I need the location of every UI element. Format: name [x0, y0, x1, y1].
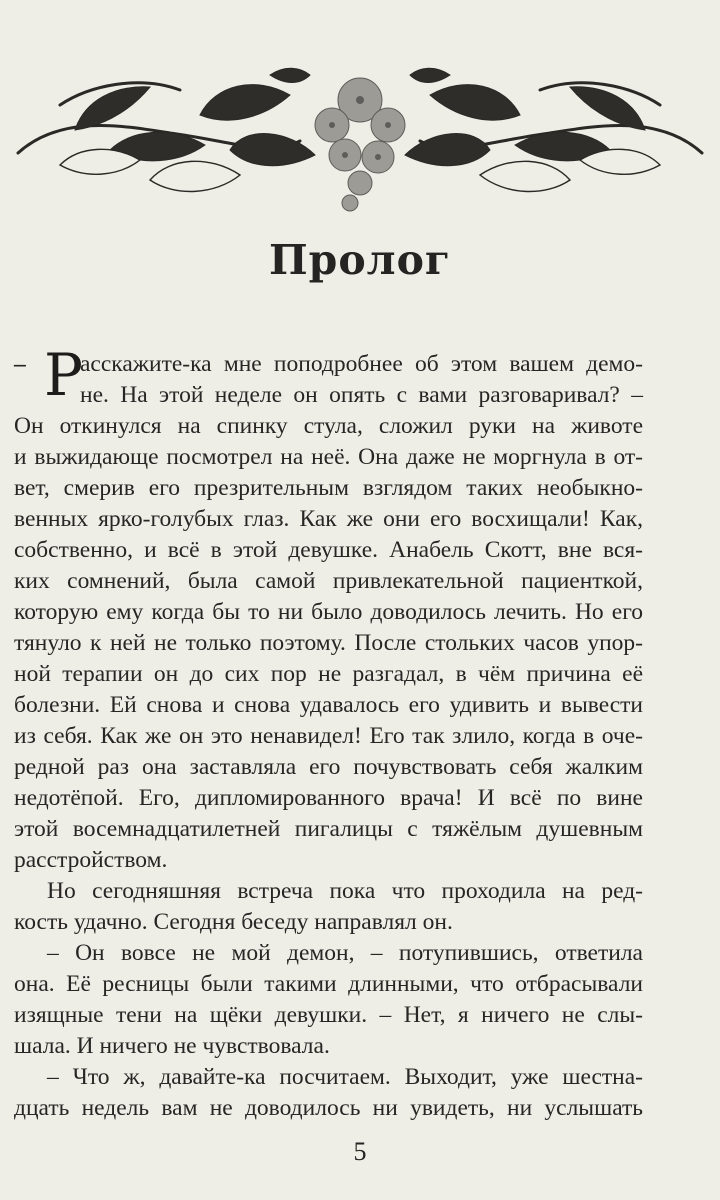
text-line: изящные тени на щёки девушки. – Нет, я ничего не слы- [14, 1002, 643, 1028]
text-line: – Что ж, давайте-ка посчитаем. Выходит, уже шестна- [47, 1064, 643, 1090]
text-line: вет, смерив его презрительным взглядом таких необыкно- [14, 475, 643, 501]
text-line: собственно, и всё в этой девушке. Анабель Скотт, вне вся- [14, 537, 643, 563]
text-line: ной терапии он до сих пор не разгадал, в чём причина её [14, 661, 643, 687]
text-line: и выжидающе посмотрел на неё. Она даже не моргнула в от- [14, 444, 643, 470]
text-line: кость удачно. Сегодня беседу направлял он. [14, 909, 453, 935]
text-line: болезни. Ей снова и снова удавалось его удивить и вывести [14, 692, 643, 718]
text-line: дцать недель вам не доводилось ни увидеть, ни услышать [14, 1095, 643, 1121]
drop-cap: Р [44, 341, 84, 409]
text-line: этой восемнадцатилетней пигалицы с тяжёлым душевным [14, 816, 643, 842]
text-line: шала. И ничего не чувствовала. [14, 1033, 330, 1059]
text-line: редной раз она заставляла его почувствовать себя жалким [14, 754, 643, 780]
text-line: Но сегодняшняя встреча пока что проходила на ред- [47, 878, 643, 904]
page-number: 5 [353, 1137, 367, 1166]
text-line: она. Её ресницы были такими длинными, что отбрасывали [14, 971, 643, 997]
chapter-title: Пролог [268, 236, 452, 284]
text-line: Он откинулся на спинку стула, сложил руки на животе [14, 413, 643, 439]
text-line: недотёпой. Его, дипломированного врача! И всё по вине [14, 785, 643, 811]
text-line: асскажите-ка мне поподробнее об этом вашем демо- [80, 351, 643, 377]
text-line: расстройством. [14, 847, 168, 873]
text-line: ких сомнений, была самой привлекательной пациенткой, [14, 568, 643, 594]
text-line: – Он вовсе не мой демон, – потупившись, ответила [47, 940, 643, 966]
text-line: не. На этой неделе он опять с вами разговаривал? – [80, 382, 643, 408]
dialogue-dash: – [14, 351, 26, 377]
text-line: которую ему когда бы то ни было доводилось лечить. Но его [14, 599, 643, 625]
text-line: из себя. Как же он это ненавидел! Его так злило, когда в оче- [14, 723, 643, 749]
floral-ornament [0, 45, 720, 220]
text-line: венных ярко-голубых глаз. Как же они его восхищали! Как, [14, 506, 643, 532]
text-line: тянуло к ней не только поэтому. После стольких часов упор- [14, 630, 643, 656]
